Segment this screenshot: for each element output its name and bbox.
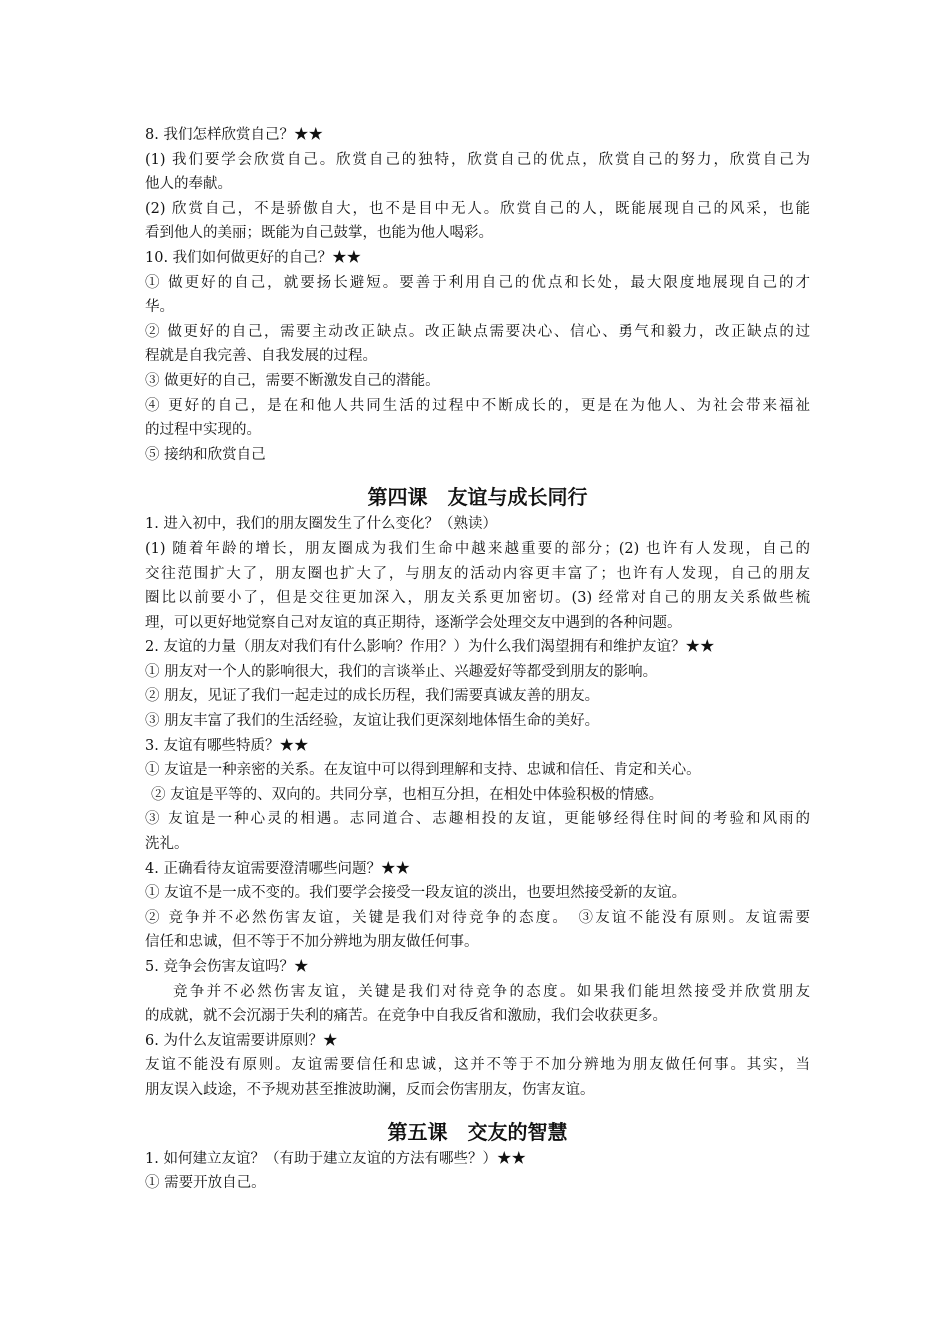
lesson-5-title: 第五课 交友的智慧 <box>387 1119 568 1144</box>
paragraph-line: 圈比以前要小了，但是交往更加深入，朋友关系更加密切。(3) 经常对自己的朋友关系做些梳 <box>145 590 810 607</box>
paragraph-line: 友谊不能没有原则。友谊需要信任和忠诚，这并不等于不加分辨地为朋友做任何事。其实，当 <box>145 1057 810 1074</box>
question-heading: 5. 竞争会伤害友谊吗？★ <box>145 959 309 975</box>
paragraph-line: 的成就，就不会沉溺于失利的痛苦。在竞争中自我反省和激励，我们会收获更多。 <box>145 1008 667 1025</box>
paragraph-line: 朋友误入歧途，不予规劝甚至推波助澜，反而会伤害朋友，伤害友谊。 <box>145 1081 595 1098</box>
section-lesson-4 <box>145 482 810 1102</box>
paragraph-line: ② 做更好的自己，需要主动改正缺点。改正缺点需要决心、信心、勇气和毅力，改正缺点的过 <box>145 323 810 340</box>
question-heading: 4. 正确看待友谊需要澄清哪些问题？★★ <box>145 860 410 877</box>
paragraph-line: ③ 朋友丰富了我们的生活经验，友谊让我们更深刻地体悟生命的美好。 <box>145 713 600 730</box>
paragraph-line: 程就是自我完善、自我发展的过程。 <box>145 348 377 365</box>
paragraph-line: (1) 我们要学会欣赏自己。欣赏自己的独特，欣赏自己的优点，欣赏自己的努力，欣赏自己为 <box>145 151 810 168</box>
paragraph-line: ② 竞争并不必然伤害友谊，关键是我们对待竞争的态度。 ③友谊不能没有原则。友谊需要 <box>145 909 810 926</box>
paragraph-line: 看到他人的美丽；既能为自己鼓掌，也能为他人喝彩。 <box>145 225 493 242</box>
paragraph-line: ② 友谊是平等的、双向的。共同分享，也相互分担，在相处中体验积极的情感。 <box>151 786 664 803</box>
question-heading: 8. 我们怎样欣赏自己？★★ <box>145 127 323 143</box>
paragraph-line: 理，可以更好地觉察自己对友谊的真正期待，逐渐学会处理交友中遇到的各种问题。 <box>145 614 682 631</box>
paragraph-line: ② 朋友，见证了我们一起走过的成长历程，我们需要真诚友善的朋友。 <box>145 688 600 705</box>
paragraph-line: 信任和忠诚，但不等于不加分辨地为朋友做任何事。 <box>145 934 479 951</box>
paragraph-line: ① 友谊是一种亲密的关系。在友谊中可以得到理解和支持、忠诚和信任、肯定和关心。 <box>145 762 701 779</box>
paragraph-line: ① 做更好的自己，就要扬长避短。要善于利用自己的优点和长处，最大限度地展现自己的才 <box>145 274 810 291</box>
paragraph-line: (1) 随着年龄的增长，朋友圈成为我们生命中越来越重要的部分；(2) 也许有人发现，自己的 <box>145 540 810 557</box>
paragraph-line: 洗礼。 <box>145 836 189 853</box>
question-heading: 2. 友谊的力量（朋友对我们有什么影响？作用？）为什么我们渴望拥有和维护友谊？★★ <box>145 639 715 656</box>
paragraph-line: ⑤ 接纳和欣赏自己 <box>145 446 266 463</box>
paragraph-line: ③ 做更好的自己，需要不断激发自己的潜能。 <box>145 372 440 389</box>
paragraph-line: 他人的奉献。 <box>145 176 232 193</box>
paragraph-line: 的过程中实现的。 <box>145 422 261 439</box>
question-heading: 6. 为什么友谊需要讲原则？★ <box>145 1032 338 1049</box>
section-self-appreciation <box>145 123 810 467</box>
section-lesson-5 <box>145 1117 810 1196</box>
question-heading: 3. 友谊有哪些特质？★★ <box>145 737 309 754</box>
paragraph-line: ③ 友谊是一种心灵的相遇。志同道合、志趣相投的友谊，更能够经得住时间的考验和风雨的 <box>145 811 810 828</box>
document-page <box>145 123 810 1196</box>
paragraph-line: ① 需要开放自己。 <box>145 1175 266 1192</box>
paragraph-line: ④ 更好的自己，是在和他人共同生活的过程中不断成长的，更是在为他人、为社会带来福祉 <box>145 397 810 414</box>
paragraph-line: ① 友谊不是一成不变的。我们要学会接受一段友谊的淡出，也要坦然接受新的友谊。 <box>145 885 687 902</box>
question-heading: 1. 进入初中，我们的朋友圈发生了什么变化？（熟读） <box>145 516 497 533</box>
question-heading: 10. 我们如何做更好的自己？★★ <box>145 249 362 266</box>
paragraph-line: 华。 <box>145 299 174 316</box>
lesson-4-title: 第四课 友谊与成长同行 <box>367 485 588 510</box>
paragraph-line: 竞争并不必然伤害友谊，关键是我们对待竞争的态度。如果我们能坦然接受并欣赏朋友 <box>173 983 810 1000</box>
paragraph-line: ① 朋友对一个人的影响很大，我们的言谈举止、兴趣爱好等都受到朋友的影响。 <box>145 663 658 680</box>
question-heading: 1. 如何建立友谊？（有助于建立友谊的方法有哪些？）★★ <box>145 1150 526 1167</box>
paragraph-line: 交往范围扩大了，朋友圈也扩大了，与朋友的活动内容更丰富了；也许有人发现，自己的朋友 <box>145 565 810 582</box>
paragraph-line: (2) 欣赏自己，不是骄傲自大，也不是目中无人。欣赏自己的人，既能展现自己的风采，也能 <box>145 200 810 217</box>
